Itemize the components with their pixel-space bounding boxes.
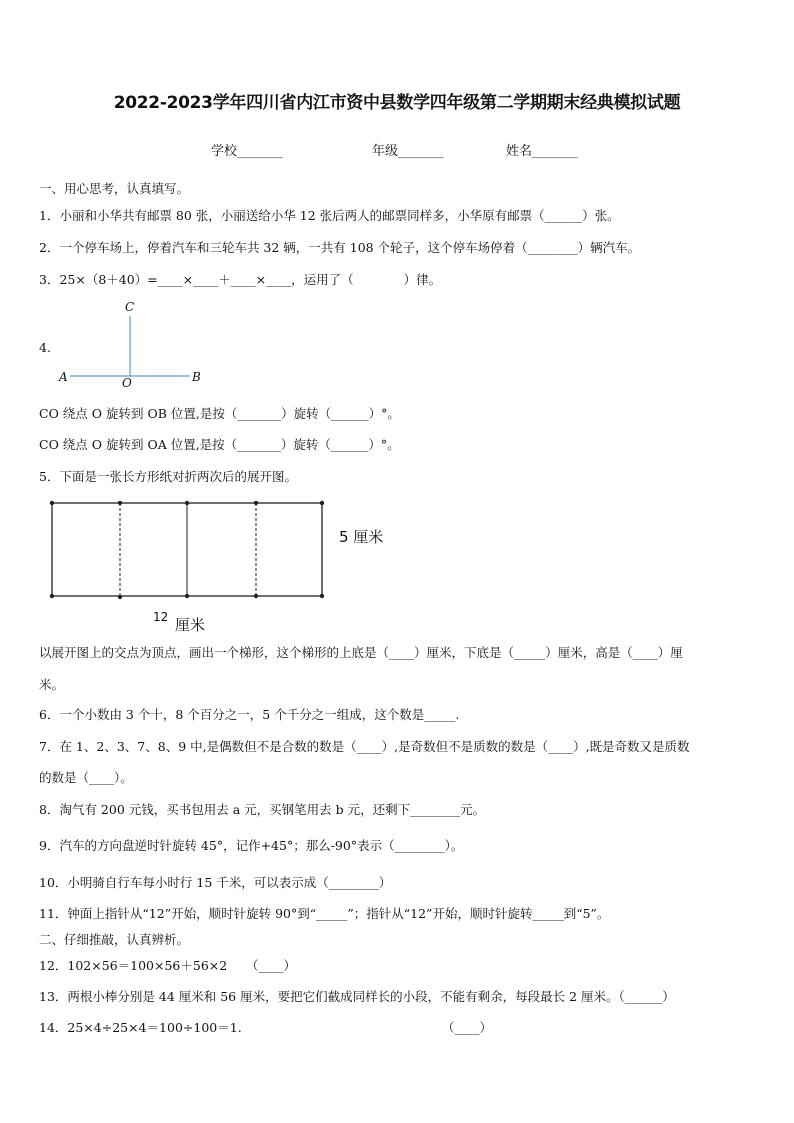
question-9: 9．汽车的方向盘逆时针旋转 45°，记作+45°；那么-90°表示（________）。	[39, 838, 464, 853]
section-heading-1: 一、用心思考，认真填写。	[39, 181, 190, 196]
vertex-dot	[320, 594, 324, 598]
name-field: 姓名_______	[506, 144, 578, 159]
point-b-label: B	[192, 370, 201, 384]
point-o-label: O	[122, 376, 132, 390]
point-c-label: C	[125, 300, 135, 314]
vertex-dot	[185, 594, 189, 598]
vertex-dot	[185, 501, 189, 505]
width-unit: 厘米	[175, 616, 206, 634]
width-number: 12	[153, 610, 169, 624]
question-3: 3．25×（8＋40）=____×____＋____×____，运用了（ ）律。	[39, 272, 442, 287]
question-8: 8．淘气有 200 元钱，买书包用去 a 元，买钢笔用去 b 元，还剩下________元。	[39, 802, 486, 817]
height-label: 5 厘米	[339, 528, 384, 546]
question-14: 14．25×4÷25×4＝100÷100＝1.	[39, 1020, 242, 1035]
vertex-dot	[118, 595, 122, 599]
question-2: 2．一个停车场上，停着汽车和三轮车共 32 辆，一共有 108 个轮子，这个停车场停着（________）辆汽车。	[39, 240, 641, 255]
question-4b: CO 绕点 O 旋转到 OA 位置,是按（_______）旋转（______）°。	[39, 437, 400, 452]
question-7-line1: 7．在 1、2、3、7、8、9 中,是偶数但不是合数的数是（____）,是奇数但不是质数的数是（____）,既是奇数又是质数	[39, 739, 690, 754]
vertex-dot	[118, 501, 122, 505]
question-6: 6．一个小数由 3 个十，8 个百分之一，5 个千分之一组成，这个数是_____.	[39, 707, 460, 722]
question-4-number: 4.	[39, 340, 51, 355]
question-12: 12．102×56＝100×56＋56×2 （____）	[39, 958, 296, 973]
question-14-blank: （____）	[442, 1020, 493, 1035]
vertex-dot	[320, 501, 324, 505]
question-7-line2: 的数是（____）。	[39, 770, 133, 785]
question-13: 13．两根小棒分别是 44 厘米和 56 厘米，要把它们截成同样长的小段，不能有剩余，每段最长 2 厘米。（______）	[39, 989, 675, 1004]
vertex-dot	[50, 501, 54, 505]
question-5-text-line2: 米。	[39, 677, 65, 692]
question-4a: CO 绕点 O 旋转到 OB 位置,是按（_______）旋转（______）°。	[39, 406, 400, 421]
question-11: 11．钟面上指针从“12”开始，顺时针旋转 90°到“_____”；指针从“12”开始，顺时针旋转_____到“5”。	[39, 906, 610, 921]
point-a-label: A	[59, 370, 68, 384]
vertex-dot	[254, 501, 258, 505]
question-1: 1．小丽和小华共有邮票 80 张，小丽送给小华 12 张后两人的邮票同样多，小华原有邮票（______）张。	[39, 208, 620, 223]
grade-field: 年级_______	[372, 144, 444, 159]
vertex-dot	[254, 594, 258, 598]
question-5-text-line1: 以展开图上的交点为顶点，画出一个梯形，这个梯形的上底是（____）厘米，下底是（_____）厘米，高是（____）厘	[39, 645, 683, 660]
question-5: 5．下面是一张长方形纸对折两次后的展开图。	[39, 469, 297, 484]
page-title: 2022-2023学年四川省内江市资中县数学四年级第二学期期末经典模拟试题	[113, 93, 681, 113]
school-field: 学校_______	[211, 144, 283, 159]
section-heading-2: 二、仔细推敲，认真辨析。	[39, 932, 190, 947]
question-10: 10．小明骑自行车每小时行 15 千米，可以表示成（________）	[39, 875, 392, 890]
vertex-dot	[50, 594, 54, 598]
